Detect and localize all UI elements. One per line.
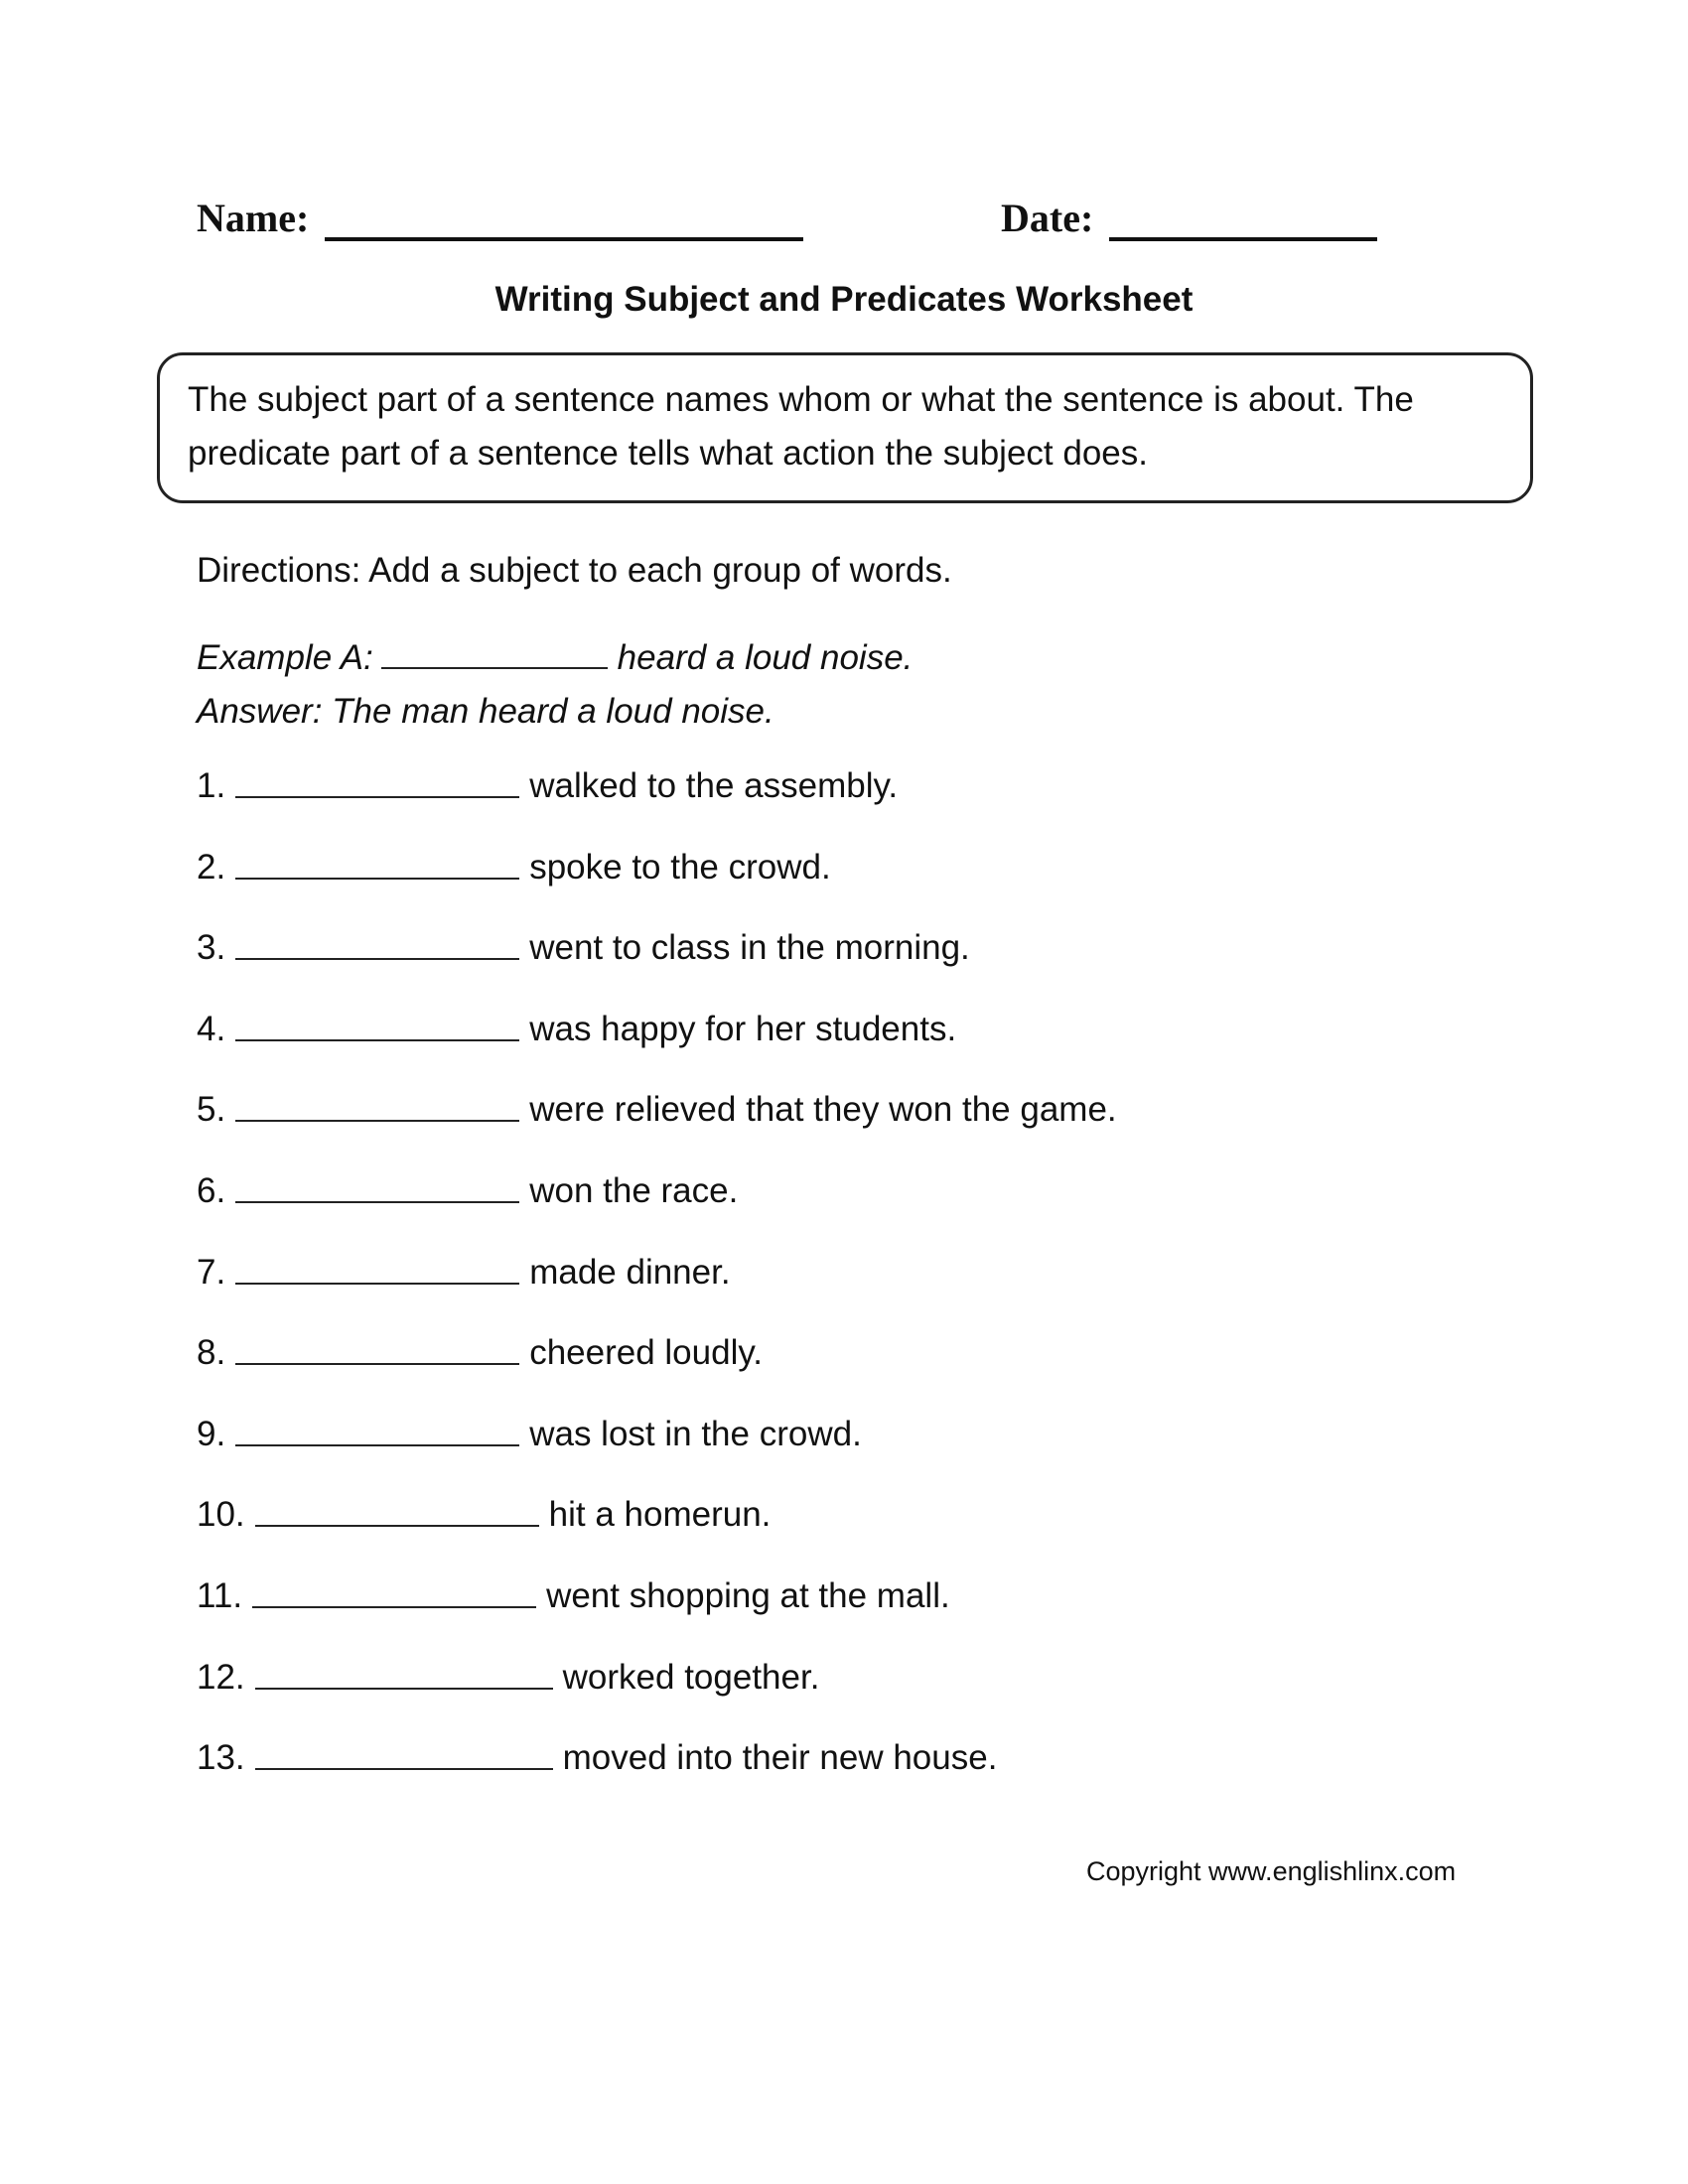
answer-blank[interactable] <box>255 1738 553 1770</box>
item-number: 7. <box>197 1252 226 1292</box>
example-blank <box>381 637 608 669</box>
directions: Directions: Add a subject to each group of words. <box>197 551 952 590</box>
item-text: went to class in the morning. <box>529 928 970 968</box>
example-answer: Answer: The man heard a loud noise. <box>197 692 774 731</box>
exercise-item <box>197 1333 1117 1415</box>
item-text: was happy for her students. <box>529 1009 957 1048</box>
item-text: worked together. <box>562 1657 820 1697</box>
answer-blank[interactable] <box>235 766 519 798</box>
item-number: 9. <box>197 1414 226 1453</box>
answer-blank[interactable] <box>235 1253 519 1285</box>
exercise-item <box>197 928 1117 1010</box>
item-number: 5. <box>197 1090 226 1130</box>
name-blank[interactable] <box>325 200 803 241</box>
exercise-list <box>197 766 1117 1820</box>
exercise-item <box>197 1738 1117 1820</box>
item-number: 3. <box>197 928 226 968</box>
answer-blank[interactable] <box>235 1010 519 1041</box>
exercise-item <box>197 1253 1117 1334</box>
exercise-item <box>197 1658 1117 1739</box>
date-blank[interactable] <box>1109 200 1377 241</box>
item-text: walked to the assembly. <box>529 766 899 805</box>
exercise-item <box>197 1010 1117 1091</box>
example-rest: heard a loud noise. <box>617 638 914 677</box>
item-number: 1. <box>197 766 226 805</box>
exercise-item <box>197 1415 1117 1496</box>
exercise-item <box>197 1495 1117 1576</box>
item-number: 13. <box>197 1738 245 1778</box>
answer-blank[interactable] <box>235 928 519 960</box>
answer-blank[interactable] <box>255 1658 553 1690</box>
item-text: moved into their new house. <box>562 1738 998 1778</box>
date-label: Date: <box>1001 196 1094 240</box>
example-line <box>197 631 913 685</box>
answer-blank[interactable] <box>252 1576 536 1608</box>
item-text: spoke to the crowd. <box>529 847 831 887</box>
exercise-item <box>197 1171 1117 1253</box>
header-row <box>197 195 1388 250</box>
answer-blank[interactable] <box>235 1171 519 1203</box>
example-label: Example A: <box>197 638 373 677</box>
exercise-item <box>197 1090 1117 1171</box>
exercise-item <box>197 848 1117 929</box>
item-text: won the race. <box>529 1170 739 1210</box>
item-number: 11. <box>197 1575 243 1615</box>
item-number: 10. <box>197 1495 245 1535</box>
exercise-item <box>197 1576 1117 1658</box>
item-number: 8. <box>197 1333 226 1373</box>
answer-blank[interactable] <box>255 1495 539 1527</box>
item-text: were relieved that they won the game. <box>529 1090 1117 1130</box>
item-text: was lost in the crowd. <box>529 1414 862 1453</box>
item-number: 12. <box>197 1657 245 1697</box>
answer-blank[interactable] <box>235 1415 519 1446</box>
date-field <box>1001 195 1377 241</box>
name-field <box>197 195 803 241</box>
intro-text: The subject part of a sentence names whom or what the sentence is about. The predicate part of a sentence tells what action the subject does. <box>188 380 1414 473</box>
item-number: 6. <box>197 1170 226 1210</box>
exercise-item <box>197 766 1117 848</box>
copyright: Copyright www.englishlinx.com <box>1086 1856 1457 1886</box>
item-text: cheered loudly. <box>529 1333 763 1373</box>
intro-box <box>157 352 1533 503</box>
item-number: 4. <box>197 1009 226 1048</box>
name-label: Name: <box>197 196 310 240</box>
answer-blank[interactable] <box>235 848 519 880</box>
item-text: hit a homerun. <box>548 1495 772 1535</box>
answer-blank[interactable] <box>235 1333 519 1365</box>
item-text: made dinner. <box>529 1252 731 1292</box>
item-text: went shopping at the mall. <box>546 1575 950 1615</box>
answer-blank[interactable] <box>235 1090 519 1122</box>
item-number: 2. <box>197 847 226 887</box>
example-block <box>197 631 913 739</box>
worksheet-title: Writing Subject and Predicates Worksheet <box>494 280 1194 319</box>
